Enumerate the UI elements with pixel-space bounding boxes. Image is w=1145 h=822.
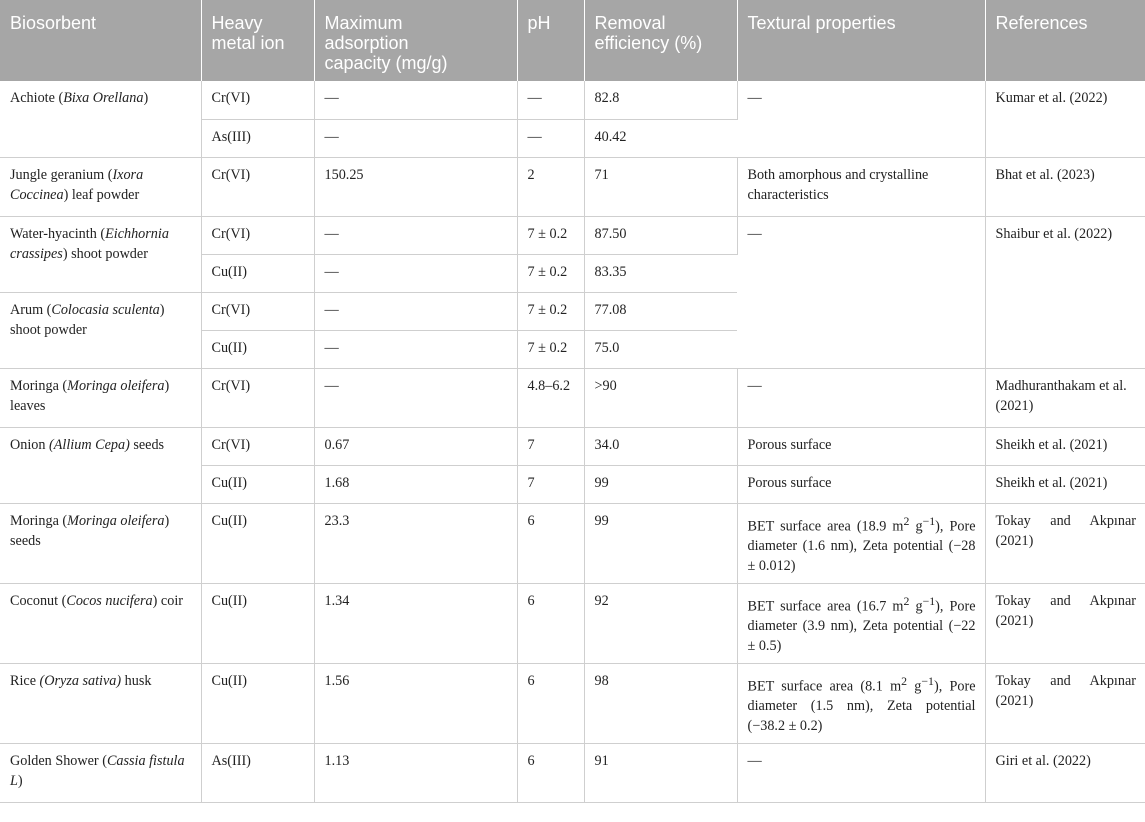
cell-ion: Cu(II) [201,583,314,663]
cell-reference: Bhat et al. (2023) [985,157,1145,216]
cell-capacity: 150.25 [314,157,517,216]
biosorbent-species: Eichhornia crassipes [10,225,169,262]
biosorbent-species: (Allium Cepa) [49,436,130,453]
cell-ion: Cr(VI) [201,368,314,427]
cell-biosorbent [0,216,201,292]
cell-ion: Cr(VI) [201,81,314,119]
biosorbent-species: Cassia fistula L [10,752,185,789]
cell-textural: — [737,368,985,427]
cell-ion: Cu(II) [201,465,314,503]
biosorbent-species: Cocos nucifera [66,592,153,609]
cell-efficiency: 99 [584,465,737,503]
biosorbent-text: Onion [10,436,50,453]
cell-biosorbent [0,368,201,427]
biosorbent-text: ) [17,772,23,789]
cell-textural: Porous surface [737,427,985,465]
biosorbent-text: ) [143,90,149,106]
biosorbent-text: ) coir [152,592,183,609]
table-row [0,663,1145,743]
cell-ion: Cr(VI) [201,427,314,465]
header-ion-line-1: Heavy [211,13,263,33]
cell-ion: Cr(VI) [201,216,314,254]
table-row [0,743,1145,802]
biosorbent-text: Arum ( [10,301,52,318]
cell-ph: 7 ± 0.2 [517,292,584,330]
header-max-capacity [314,0,517,81]
cell-capacity: 23.3 [314,503,517,583]
cell-efficiency: 71 [584,157,737,216]
cell-capacity: — [314,292,517,330]
cell-efficiency: 82.8 [584,81,737,119]
cell-textural: — [737,81,985,157]
biosorbent-text: Rice [10,672,40,689]
cell-biosorbent [0,157,201,216]
textural-text: ), Pore diameter (3.9 nm), Zeta potential (−22 ± 0.5) [747,598,976,655]
cell-textural: Porous surface [737,465,985,503]
cell-reference: Tokay and Akpınar (2021) [985,503,1145,583]
textural-superscript: 2 [903,593,910,608]
cell-ph: 7 [517,465,584,503]
cell-ph: 7 [517,427,584,465]
cell-ph: — [517,81,584,119]
biosorbent-species: Moringa oleifera [67,377,165,394]
biosorbent-species: Moringa oleifera [67,512,165,529]
cell-reference: Sheikh et al. (2021) [985,427,1145,465]
biosorbent-text: Water-hyacinth ( [10,225,106,242]
cell-capacity: 0.67 [314,427,517,465]
cell-ph: 2 [517,157,584,216]
cell-reference: Sheikh et al. (2021) [985,465,1145,503]
table-row [0,427,1145,465]
table-row [0,216,1145,254]
cell-capacity: — [314,119,517,157]
cell-reference: Tokay and Akpınar (2021) [985,663,1145,743]
cell-efficiency: 77.08 [584,292,737,330]
cell-ion: Cr(VI) [201,157,314,216]
cell-ph: 4.8–6.2 [517,368,584,427]
textural-text: BET surface area (8.1 m [747,678,902,695]
cell-ph: 6 [517,743,584,802]
header-references [985,0,1145,81]
cell-textural [737,663,985,743]
cell-capacity: — [314,368,517,427]
table-row [0,81,1145,119]
cell-efficiency: 98 [584,663,737,743]
cell-capacity: — [314,81,517,119]
header-textural-properties [737,0,985,81]
header-textural-text: Textural properties [747,13,896,33]
header-capacity-line-2: adsorption [324,33,409,53]
biosorbent-text: ) leaves [10,377,170,414]
cell-efficiency: 40.42 [584,119,737,157]
cell-ph: 6 [517,503,584,583]
header-ion-line-2: metal ion [211,33,285,53]
cell-capacity: — [314,330,517,368]
cell-capacity: 1.13 [314,743,517,802]
biosorbent-text: Moringa ( [10,377,68,394]
cell-biosorbent [0,743,201,802]
header-removal-efficiency [584,0,737,81]
header-capacity-line-1: Maximum [324,13,403,33]
table-row [0,503,1145,583]
cell-biosorbent [0,292,201,368]
cell-capacity: 1.68 [314,465,517,503]
biosorbent-text: ) leaf powder [63,186,140,203]
cell-efficiency: 75.0 [584,330,737,368]
cell-efficiency: 92 [584,583,737,663]
cell-capacity: — [314,254,517,292]
table-row [0,157,1145,216]
textural-superscript: −1 [921,673,934,688]
cell-textural: — [737,743,985,802]
textural-text: BET surface area (18.9 m [747,518,904,535]
biosorbent-text: husk [121,672,152,689]
cell-reference: Tokay and Akpınar (2021) [985,583,1145,663]
biosorbent-text: Coconut ( [10,592,67,609]
cell-efficiency: 83.35 [584,254,737,292]
header-row [0,0,1145,81]
cell-textural: Both amorphous and crystalline characteristics [737,157,985,216]
cell-textural: — [737,216,985,368]
textural-text: ), Pore diameter (1.6 nm), Zeta potential (−28 ± 0.012) [747,518,976,575]
textural-superscript: −1 [922,513,936,528]
cell-ph: 6 [517,663,584,743]
cell-ion: Cr(VI) [201,292,314,330]
cell-efficiency: 34.0 [584,427,737,465]
header-biosorbent-text: Biosorbent [10,13,97,33]
biosorbent-text: Moringa ( [10,512,68,529]
biosorbent-species: Colocasia sculenta [51,301,160,318]
textural-superscript: 2 [903,513,910,528]
biosorbent-species: (Oryza sativa) [39,672,122,689]
textural-text: g [907,678,922,695]
cell-biosorbent [0,427,201,503]
biosorbent-text: ) shoot powder [10,301,165,338]
textural-text: g [909,518,923,535]
cell-ion: As(III) [201,743,314,802]
cell-ph: 7 ± 0.2 [517,254,584,292]
header-biosorbent [0,0,201,81]
biosorbent-text: seeds [129,436,165,453]
biosorbent-text: Golden Shower ( [10,752,107,769]
cell-ph: 7 ± 0.2 [517,330,584,368]
cell-ion: Cu(II) [201,503,314,583]
cell-biosorbent [0,81,201,157]
cell-biosorbent [0,503,201,583]
cell-ion: Cu(II) [201,663,314,743]
cell-ion: As(III) [201,119,314,157]
biosorbent-species: Ixora Coccinea [10,166,144,203]
cell-ion: Cu(II) [201,330,314,368]
cell-efficiency: 87.50 [584,216,737,254]
cell-ph: 7 ± 0.2 [517,216,584,254]
header-capacity-line-3: capacity (mg/g) [324,53,448,73]
table-row [0,368,1145,427]
header-ph [517,0,584,81]
textural-superscript: 2 [901,673,908,688]
cell-biosorbent [0,663,201,743]
biosorbent-text: Achiote ( [10,90,64,106]
biosorbent-text: Jungle geranium ( [10,166,113,183]
cell-reference: Kumar et al. (2022) [985,81,1145,157]
cell-efficiency: 91 [584,743,737,802]
cell-textural [737,583,985,663]
cell-efficiency: >90 [584,368,737,427]
header-ph-text: pH [527,13,551,33]
cell-biosorbent [0,583,201,663]
cell-textural [737,503,985,583]
header-efficiency-line-2: efficiency (%) [594,33,703,53]
cell-reference: Shaibur et al. (2022) [985,216,1145,368]
cell-reference: Giri et al. (2022) [985,743,1145,802]
header-efficiency-line-1: Removal [594,13,666,33]
cell-capacity: 1.34 [314,583,517,663]
textural-text: g [909,598,923,615]
cell-ph: 6 [517,583,584,663]
cell-capacity: — [314,216,517,254]
biosorbent-species: Bixa Orellana [63,90,144,106]
biosorbent-text: ) shoot powder [62,245,148,262]
textural-text: ), Pore diameter (1.5 nm), Zeta potential (−38.2 ± 0.2) [747,678,976,735]
cell-reference: Madhuranthakam et al. (2021) [985,368,1145,427]
cell-efficiency: 99 [584,503,737,583]
biosorbent-text: ) seeds [10,512,170,549]
header-heavy-metal-ion [201,0,314,81]
cell-ion: Cu(II) [201,254,314,292]
table-row [0,583,1145,663]
textural-text: BET surface area (16.7 m [747,598,904,615]
textural-superscript: −1 [922,593,936,608]
cell-ph: — [517,119,584,157]
cell-capacity: 1.56 [314,663,517,743]
header-references-text: References [995,13,1088,33]
